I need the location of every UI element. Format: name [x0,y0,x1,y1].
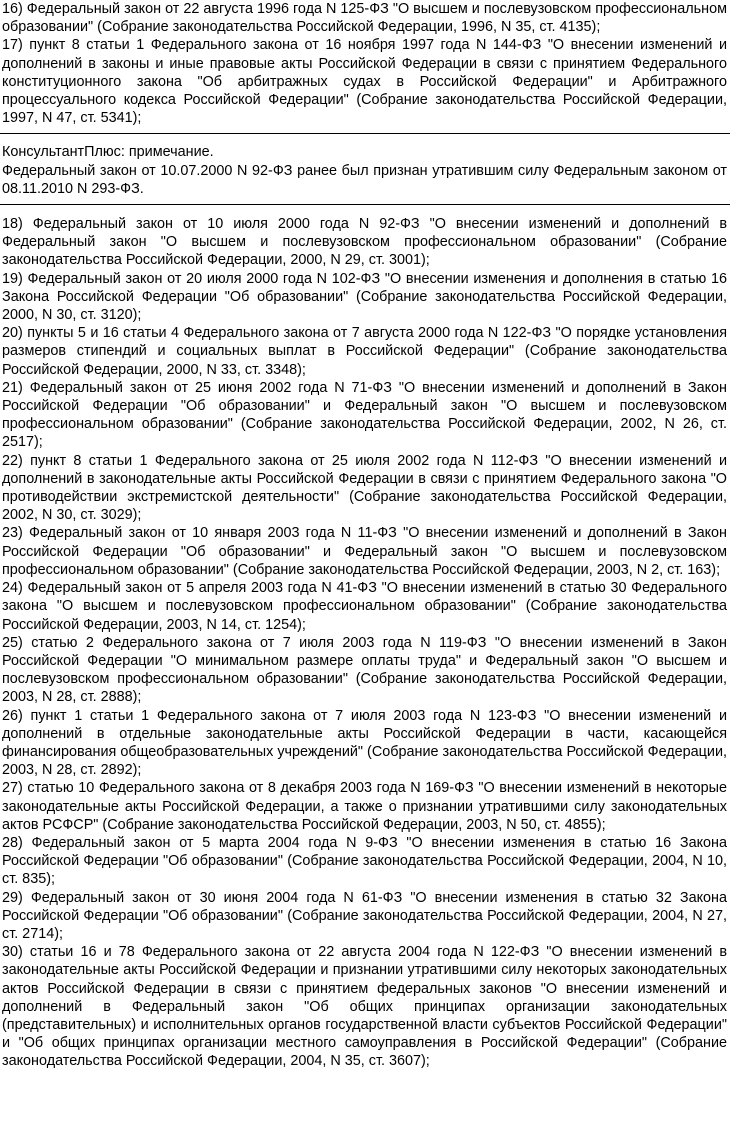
document-page [2,0,727,1071]
list-item: 21) Федеральный закон от 25 июня 2002 года N 71-ФЗ "О внесении изменений и дополнений в Закон Российской Федерации "Об образовании" и Федеральный закон "О высшем и послевузовском профессиональном образовании" (Собрание законодательства Российской Федерации, 2002, N 26, ст. 2517); [2,379,727,451]
top-items-block [2,0,727,127]
consultant-note [2,134,727,204]
note-heading: КонсультантПлюс: примечание. [2,144,214,161]
list-item: 30) статьи 16 и 78 Федерального закона от 22 августа 2004 года N 122-ФЗ "О внесении изменений в законодательные акты Российской Федерации и признании утратившими силу некоторых законодательных актов Российской Федерации в связи с принятием федеральных законов "О внесении изменений и дополнений в Федеральный закон "Об общих принципах организации законодательных (представительных) и исполнительных органов государственной власти субъектов Российской Федерации" и "Об общих принципах организации местного самоуправления в Российской Федерации" (Собрание законодательства Российской Федерации, 2004, N 35, ст. 3607); [2,944,727,1070]
note-text: Федеральный закон от 10.07.2000 N 92-ФЗ ранее был признан утратившим силу Федеральным законом от 08.11.2010 N 293-ФЗ. [2,162,727,197]
list-item: 16) Федеральный закон от 22 августа 1996 года N 125-ФЗ "О высшем и послевузовском профессиональном образовании" (Собрание законодательства Российской Федерации, 1996, N 35, ст. 4135); [2,1,727,36]
list-item: 23) Федеральный закон от 10 января 2003 года N 11-ФЗ "О внесении изменений и дополнений в Закон Российской Федерации "Об образовании" и Федеральный закон "О высшем и послевузовском профессиональном образовании" (Собрание законодательства Российской Федерации, 2003, N 2, ст. 163); [2,525,727,578]
list-item: 28) Федеральный закон от 5 марта 2004 года N 9-ФЗ "О внесении изменения в статью 16 Закона Российской Федерации "Об образовании" (Собрание законодательства Российской Федерации, 2004, N 10, ст. 835); [2,834,727,888]
list-item: 27) статью 10 Федерального закона от 8 декабря 2003 года N 169-ФЗ "О внесении изменений в некоторые законодательные акты Российской Федерации, а также о признании утратившими силу законодательных актов РСФСР" (Собрание законодательства Российской Федерации, 2003, N 50, ст. 4855); [2,780,727,833]
list-item: 26) пункт 1 статьи 1 Федерального закона от 7 июля 2003 года N 123-ФЗ "О внесении изменений и дополнений в отдельные законодательные акты Российской Федерации в части, касающейся финансирования общеобразовательных учреждений" (Собрание законодательства Российской Федерации, 2003, N 28, ст. 2892); [2,707,727,779]
main-items-block [2,205,727,1071]
list-item: 22) пункт 8 статьи 1 Федерального закона от 25 июля 2002 года N 112-ФЗ "О внесении изменений и дополнений в законодательные акты Российской Федерации в связи с принятием Федерального закона "О противодействии экстремистской деятельности" (Собрание законодательства Российской Федерации, 2002, N 30, ст. 3029); [2,452,727,524]
list-item: 25) статью 2 Федерального закона от 7 июля 2003 года N 119-ФЗ "О внесении изменений в Закон Российской Федерации "О минимальном размере оплаты труда" и Федеральный закон "О высшем и послевузовском профессиональном образовании" (Собрание законодательства Российской Федерации, 2003, N 28, ст. 2888); [2,634,727,706]
list-item: 20) пункты 5 и 16 статьи 4 Федерального закона от 7 августа 2000 года N 122-ФЗ "О порядке установления размеров стипендий и социальных выплат в Российской Федерации" (Собрание законодательства Российской Федерации, 2000, N 33, ст. 3348); [2,325,727,378]
list-item: 19) Федеральный закон от 20 июля 2000 года N 102-ФЗ "О внесении изменения и дополнения в статью 16 Закона Российской Федерации "Об образовании" (Собрание законодательства Российской Федерации, 2000, N 30, ст. 3120); [2,270,727,324]
list-item: 29) Федеральный закон от 30 июня 2004 года N 61-ФЗ "О внесении изменения в статью 32 Закона Российской Федерации "Об образовании" (Собрание законодательства Российской Федерации, 2004, N 27, ст. 2714); [2,889,727,942]
list-item: 17) пункт 8 статьи 1 Федерального закона от 16 ноября 1997 года N 144-ФЗ "О внесении изменений и дополнений в законы и иные правовые акты Российской Федерации в связи с принятием Федерального конституционного закона "Об арбитражных судах в Российской Федерации" и Арбитражного процессуального кодекса Российской Федерации" (Собрание законодательства Российской Федерации, 1997, N 47, ст. 5341); [2,37,727,127]
list-item: 18) Федеральный закон от 10 июля 2000 года N 92-ФЗ "О внесении изменений и дополнений в Федеральный закон "О высшем и послевузовском профессиональном образовании" (Собрание законодательства Российской Федерации, 2000, N 29, ст. 3001); [2,216,727,269]
list-item: 24) Федеральный закон от 5 апреля 2003 года N 41-ФЗ "О внесении изменений в статью 30 Федерального закона "О высшем и послевузовском профессиональном образовании" (Собрание законодательства Российской Федерации, 2003, N 14, ст. 1254); [2,580,727,633]
